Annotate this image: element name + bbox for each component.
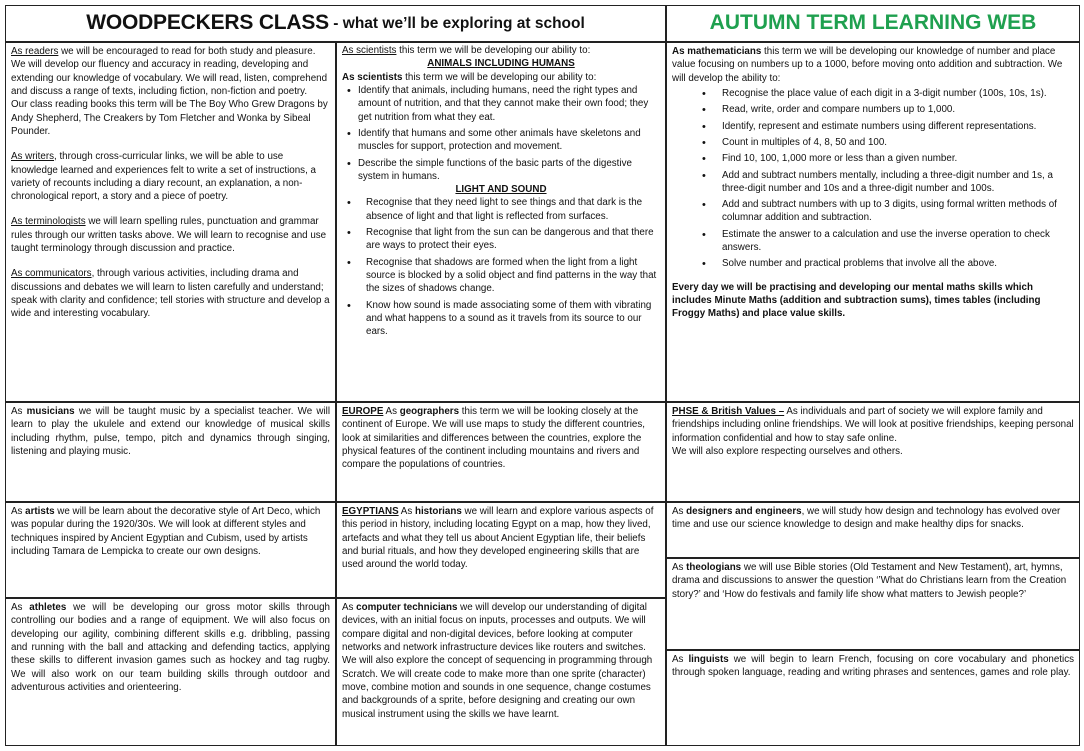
list-item: • Count in multiples of 4, 8, 50 and 100.: [672, 136, 1074, 149]
list-item: • Add and subtract numbers mentally, including a three-digit number and 1s, a three-digit number and 10s and a three-digit number and 100s.: [672, 169, 1074, 196]
geography-cell: EUROPE As geographers this term we will be looking closely at the continent of Europe. We will use maps to study the different countries, look at similarities and differences between the countries, explore the physical features of the continent including mountains and rivers and compare the populations of countries.: [336, 402, 666, 502]
dt-role: designers and engineers: [686, 506, 802, 517]
list-item: • Add and subtract numbers with up to 3 digits, using formal written methods of columnar addition and subtraction.: [672, 198, 1074, 225]
languages-cell: As linguists we will begin to learn French, focusing on core vocabulary and phonetics through spoken language, reading and writing phrases and sentences, games and role play.: [666, 650, 1080, 746]
list-item: • Find 10, 100, 1,000 more or less than a given number.: [672, 152, 1074, 165]
writers-role: As writers: [11, 151, 55, 163]
english-cell: [5, 42, 336, 402]
pe-cell: As athletes we will be developing our gross motor skills through controlling our bodies and a range of equipment. We will also focus on developing our agility, combining different skills e.g. dribbling, passing and running with the ball and attacking and defending tactics, applying these skills to different invasion games such as hockey and tag rugby. We will also work on our team building skills through outdoor and adventurous activities and orienteering.: [5, 598, 336, 746]
history-cell: EGYPTIANS As historians we will learn and explore various aspects of this period in history, including locating Egypt on a map, how they lived, artefacts and what they tell us about Ancient Egyptian life, their beliefs and burial rituals, and how they developed engineering skills that are used around the world today.: [336, 502, 666, 598]
re-cell: As theologians we will use Bible stories (Old Testament and New Testament), art, hymns, drama and discussions to answer the question ‘’What do Christians learn from the Creation story?’ and ‘How do festivals and family life show what matters to Jewish people?’: [666, 558, 1080, 650]
maths-daily: Every day we will be practising and developing our mental maths skills which includes Minute Maths (addition and subtraction sums), times tables (including Froggy Maths) and place value skills.: [672, 281, 1041, 320]
class-title: WOODPECKERS CLASS: [86, 11, 329, 35]
science-topic-light: LIGHT AND SOUND: [455, 184, 547, 196]
list-item: • Estimate the answer to a calculation and use the inverse operation to check answers.: [672, 228, 1074, 255]
readers-role: As readers: [11, 46, 59, 57]
list-item: • Recognise that light from the sun can be dangerous and that there are ways to protect their eyes.: [342, 226, 660, 253]
computing-role: computer technicians: [356, 602, 458, 613]
writers-text: As writers, through cross-curricular links, we will be able to use knowledge learned and experiences felt to write a set of instructions, a variety of recounts including a diary recount, an explanation, a non-chronological report, a story and a piece of poetry.: [11, 151, 316, 203]
science-intro: As scientists this term we will be developing our ability to:: [342, 45, 591, 56]
science-cell: [336, 42, 666, 402]
list-item: • Recognise that they need light to see things and that dark is the absence of light and that light is reflected from surfaces.: [342, 196, 660, 223]
science-topic-animals: ANIMALS INCLUDING HUMANS: [427, 58, 575, 70]
list-item: • Read, write, order and compare numbers up to 1,000.: [672, 103, 1074, 116]
artists-role: artists: [25, 506, 55, 517]
list-item: • Identify, represent and estimate numbers using different representations.: [672, 120, 1074, 133]
pshe-title: PHSE & British Values –: [672, 406, 785, 417]
athletes-role: athletes: [29, 602, 67, 613]
communicators-role: As communicators: [11, 268, 92, 280]
readers-text: As readers we will be encouraged to read for both study and pleasure. We will develop our fluency and accuracy in reading, developing and extending our knowledge of vocabulary. We will read, listen, comprehend and discuss a range of texts, including fiction, non-fiction and poetry.: [11, 46, 328, 97]
science-intro-repeat: As scientists this term we will be developing our ability to:: [342, 71, 597, 83]
list-item: • Recognise the place value of each digit in a 3-digit number (100s, 10s, 1s).: [672, 87, 1074, 100]
reading-books: Our class reading books this term will be The Boy Who Grew Dragons by Andy Shepherd, The Creakers by Tom Fletcher and Wonka by Sibeal Pounder.: [11, 99, 328, 137]
maths-cell: [666, 42, 1080, 402]
list-item: • Solve number and practical problems that involve all the above.: [672, 257, 1074, 270]
terminologists-text: As terminologists we will learn spelling rules, punctuation and grammar rules through our written tasks above. We will learn to recognise and use taught terminology through discussion and practice.: [11, 216, 327, 255]
class-title-cell: [5, 5, 666, 42]
computing-cell: As computer technicians we will develop our understanding of digital devices, with an initial focus on inputs, processes and outputs. We will compare digital and non-digital devices, before looking at computer networks and network infrastructure devices like routers and switches. We will also explore the concept of sequencing in programming through Scratch. We will create code to make more than one sprite (character) move, combine motion and sounds in one sequence, change costumes and backgrounds of a sprite, before designing and creating our own musical instrument using the skills we have learnt.: [336, 598, 666, 746]
communicators-text: As communicators, through various activities, including drama and discussions and debates we will learn to listen carefully and understand; speak with clarity and confidence; tell stories with structure and develop a wide and interesting vocabulary.: [11, 268, 330, 320]
term-title-cell: [666, 5, 1080, 42]
art-cell: As artists we will be learn about the decorative style of Art Deco, which was popular during the 1920/30s. We will look at different styles and techniques inspired by Ancient Egyptian and Cubism, used by artists including Tamara de Lempicka to create our own designs.: [5, 502, 336, 598]
list-item: • Identify that humans and some other animals have skeletons and muscles for support, protection and movement.: [342, 127, 660, 154]
list-item: • Describe the simple functions of the basic parts of the digestive system in humans.: [342, 157, 660, 184]
class-subtitle: - what we’ll be exploring at school: [329, 14, 585, 32]
history-topic: EGYPTIANS: [342, 506, 399, 517]
list-item: • Identify that animals, including humans, need the right types and amount of nutrition, and that they cannot make their own food; they get nutrition from what they eat.: [342, 84, 660, 124]
pshe-cell: PHSE & British Values – As individuals and part of society we will explore family and friendships including online friendships. We will look at positive friendships, keeping personal information confidential and how to stay safe online. We will also explore respecting ourselves and others.: [666, 402, 1080, 502]
light-list: [342, 196, 660, 338]
terminologists-role: As terminologists: [11, 216, 86, 228]
musicians-role: musicians: [26, 406, 75, 417]
linguists-role: linguists: [688, 654, 729, 665]
animals-list: [342, 84, 660, 183]
list-item: • Know how sound is made associating some of them with vibrating and what happens to a sound as it travels from its source to our ears.: [342, 299, 660, 339]
dt-cell: As designers and engineers, we will study how design and technology has evolved over time and use our science knowledge to design and make healthy dips for snacks.: [666, 502, 1080, 558]
maths-intro: As mathematicians this term we will be developing our knowledge of number and place value focusing on numbers up to a 1000, before moving onto addition and subtraction. We will develop the ability to:: [672, 46, 1063, 84]
geography-topic: EUROPE: [342, 406, 384, 417]
list-item: • Recognise that shadows are formed when the light from a light source is blocked by a solid object and find patterns in the way that the sizes of shadows change.: [342, 256, 660, 296]
re-role: theologians: [686, 562, 742, 573]
music-cell: As musicians we will be taught music by a specialist teacher. We will learn to play the ukulele and extend our knowledge of musical skills including rhythm, pulse, tempo, pitch and dynamics through singing, listening and playing music.: [5, 402, 336, 502]
term-title: AUTUMN TERM LEARNING WEB: [709, 11, 1037, 35]
maths-list: [672, 87, 1074, 271]
